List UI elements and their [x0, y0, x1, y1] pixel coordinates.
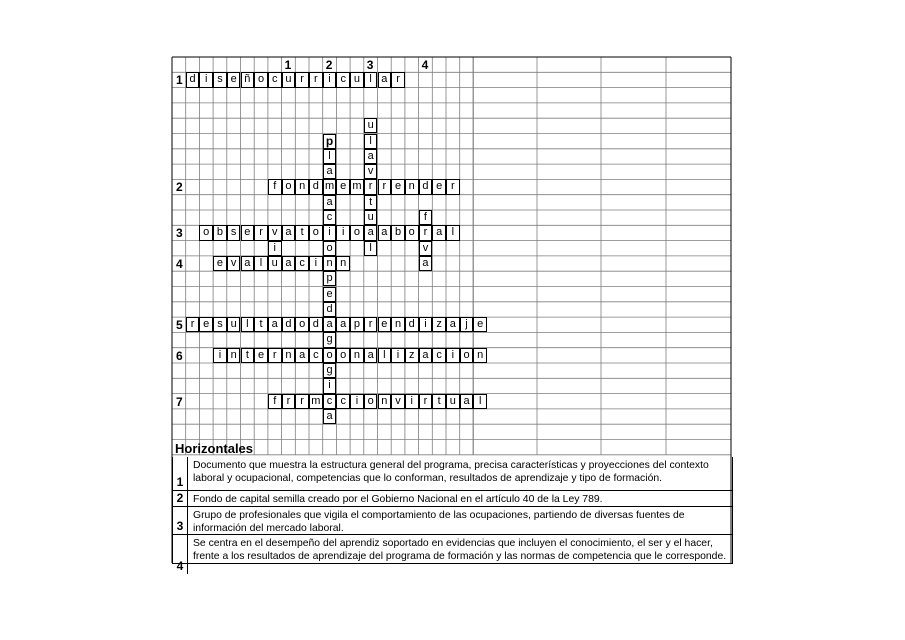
crossword-letter-cell: a	[323, 195, 337, 210]
crossword-letter-cell: r	[268, 348, 282, 363]
crossword-letter-cell: n	[282, 348, 296, 363]
crossword-letter-cell: v	[364, 164, 378, 179]
crossword-letter-cell: m	[309, 394, 323, 409]
crossword-letter-cell: s	[227, 225, 241, 240]
crossword-letter-cell: l	[364, 241, 378, 256]
clue-text: Documento que muestra la estructura general del programa, precisa características y proyecciones del contexto laboral y ocupacional, competencias que lo conforman, resultados de aprendizaje y tipo de formación.	[193, 460, 709, 484]
crossword-letter-cell: o	[282, 179, 296, 194]
crossword-letter-cell: r	[378, 179, 392, 194]
crossword-letter-cell: a	[268, 317, 282, 332]
crossword-letter-cell: e	[323, 287, 337, 302]
clue-number: 1	[173, 457, 188, 490]
crossword-letter-cell: u	[227, 317, 241, 332]
crossword-letter-cell: o	[364, 394, 378, 409]
clue-row	[173, 457, 732, 490]
crossword-letter-cell: a	[446, 317, 460, 332]
crossword-letter-cell: a	[336, 317, 350, 332]
crossword-letter-cell: d	[186, 72, 200, 87]
crossword-letter-cell: c	[336, 72, 350, 87]
crossword-letter-cell: l	[473, 394, 487, 409]
crossword-letter-cell: f	[268, 179, 282, 194]
crossword-letter-cell: l	[378, 348, 392, 363]
crossword-letter-cell: i	[199, 72, 213, 87]
crossword-letter-cell: a	[295, 348, 309, 363]
crossword-letter-cell: c	[309, 348, 323, 363]
crossword-letter-cell: t	[432, 394, 446, 409]
crossword-letter-cell: l	[254, 256, 268, 271]
crossword-letter-cell: m	[350, 179, 364, 194]
crossword-letter-cell: o	[460, 348, 474, 363]
crossword-letter-cell: i	[268, 241, 282, 256]
crossword-letter-cell: e	[199, 317, 213, 332]
crossword-letter-cell: u	[350, 72, 364, 87]
crossword-letter-cell: o	[295, 317, 309, 332]
row-number-label: 2	[176, 180, 183, 195]
crossword-letter-cell: e	[391, 179, 405, 194]
crossword-letter-cell: o	[350, 225, 364, 240]
crossword-letter-cell: e	[432, 179, 446, 194]
clue-number: 4	[173, 535, 188, 574]
row-number-label: 6	[176, 348, 183, 363]
horizontal-clues-table	[172, 457, 733, 573]
crossword-letter-cell: n	[391, 317, 405, 332]
crossword-letter-cell: d	[309, 317, 323, 332]
crossword-letter-cell: o	[254, 72, 268, 87]
crossword-letter-cell: p	[350, 317, 364, 332]
clue-row	[173, 490, 732, 506]
column-number-label: 2	[325, 58, 333, 72]
crossword-letter-cell: v	[268, 225, 282, 240]
crossword-letter-cell: j	[460, 317, 474, 332]
crossword-letter-cell: b	[213, 225, 227, 240]
crossword-letter-cell: l	[323, 149, 337, 164]
crossword-letter-cell: n	[350, 348, 364, 363]
crossword-letter-cell: e	[254, 348, 268, 363]
row-number-label: 5	[176, 318, 183, 333]
crossword-letter-cell: g	[323, 363, 337, 378]
crossword-letter-cell: l	[241, 317, 255, 332]
crossword-letter-cell: a	[364, 225, 378, 240]
crossword-letter-cell: f	[268, 394, 282, 409]
crossword-letter-cell: i	[336, 225, 350, 240]
clue-text: Fondo de capital semilla creado por el Gobierno Nacional en el artículo 40 de la Ley 789.	[193, 494, 603, 505]
crossword-letter-cell: o	[405, 225, 419, 240]
crossword-letter-cell: d	[405, 317, 419, 332]
crossword-letter-cell: n	[378, 394, 392, 409]
clue-row	[173, 534, 732, 574]
crossword-letter-cell: i	[405, 394, 419, 409]
crossword-letter-cell: i	[309, 256, 323, 271]
crossword-letter-cell: a	[364, 348, 378, 363]
crossword-letter-cell: p	[323, 271, 337, 286]
clue-number: 2	[173, 491, 188, 506]
crossword-letter-cell: e	[336, 179, 350, 194]
crossword-letter-cell: i	[419, 317, 433, 332]
crossword-letter-cell: r	[282, 394, 296, 409]
clue-row	[173, 506, 732, 534]
crossword-letter-cell: a	[323, 164, 337, 179]
crossword-letter-cell: o	[309, 225, 323, 240]
crossword-letter-cell: c	[323, 394, 337, 409]
row-number-label: 1	[176, 73, 183, 88]
crossword-letter-cell: t	[254, 317, 268, 332]
crossword-letter-cell: r	[419, 225, 433, 240]
crossword-letter-cell: r	[295, 394, 309, 409]
crossword-letter-cell: i	[323, 225, 337, 240]
crossword-letter-cell: t	[295, 225, 309, 240]
crossword-letter-cell: r	[391, 72, 405, 87]
crossword-letter-cell: s	[213, 317, 227, 332]
crossword-letter-cell: b	[391, 225, 405, 240]
crossword-letter-cell: a	[282, 256, 296, 271]
crossword-letter-cell: a	[323, 409, 337, 424]
crossword-letter-cell: u	[268, 256, 282, 271]
crossword-letter-cell: r	[309, 72, 323, 87]
crossword-letter-cell: a	[323, 317, 337, 332]
row-number-label: 7	[176, 394, 183, 409]
crossword-letter-cell: m	[323, 179, 337, 194]
crossword-letter-cell: l	[446, 225, 460, 240]
crossword-letter-cell: d	[419, 179, 433, 194]
row-number-label: 3	[176, 226, 183, 241]
crossword-letter-cell: l	[364, 72, 378, 87]
crossword-letter-cell: r	[419, 394, 433, 409]
crossword-letter-cell: o	[336, 348, 350, 363]
crossword-letter-cell: c	[295, 256, 309, 271]
crossword-letter-cell: u	[282, 72, 296, 87]
crossword-letter-cell: d	[282, 317, 296, 332]
crossword-letter-cell: v	[391, 394, 405, 409]
crossword-letter-cell: n	[323, 256, 337, 271]
crossword-letter-cell: r	[254, 225, 268, 240]
crossword-letter-cell: o	[323, 348, 337, 363]
crossword-letter-cell: t	[241, 348, 255, 363]
crossword-letter-cell: a	[419, 348, 433, 363]
crossword-letter-cell: i	[323, 72, 337, 87]
crossword-letter-cell: f	[419, 210, 433, 225]
crossword-letter-cell: n	[405, 179, 419, 194]
crossword-letter-cell: i	[391, 348, 405, 363]
crossword-letter-cell: o	[199, 225, 213, 240]
crossword-letter-cell: r	[364, 179, 378, 194]
crossword-letter-cell: e	[213, 256, 227, 271]
crossword-letter-cell: n	[473, 348, 487, 363]
crossword-letter-cell: r	[364, 317, 378, 332]
clue-text: Grupo de profesionales que vigila el comportamiento de las ocupaciones, partiendo de diversas fuentes de información del mercado laboral.	[193, 510, 685, 534]
crossword-letter-cell: a	[460, 394, 474, 409]
crossword-letter-cell: c	[336, 394, 350, 409]
crossword-letter-cell: o	[323, 241, 337, 256]
crossword-letter-cell: u	[446, 394, 460, 409]
crossword-letter-cell: i	[446, 348, 460, 363]
crossword-letter-cell: p	[323, 134, 337, 149]
crossword-letter-cell: ñ	[241, 72, 255, 87]
crossword-letter-cell: a	[282, 225, 296, 240]
clue-text: Se centra en el desempeño del aprendiz soportado en evidencias que incluyen el conocimiento, el ser y el hacer, frente a los resultados de aprendizaje del programa de formación y las normas de competencia que le corresponde.	[193, 538, 727, 562]
crossword-letter-cell: a	[241, 256, 255, 271]
column-number-label: 4	[421, 58, 429, 72]
crossword-letter-cell: a	[432, 225, 446, 240]
crossword-letter-cell: r	[446, 179, 460, 194]
crossword-letter-cell: a	[364, 149, 378, 164]
crossword-letter-cell: g	[323, 332, 337, 347]
column-number-label: 1	[284, 58, 292, 72]
crossword-letter-cell: c	[323, 210, 337, 225]
crossword-letter-cell: z	[405, 348, 419, 363]
crossword-letter-cell: z	[432, 317, 446, 332]
crossword-letter-cell: i	[323, 378, 337, 393]
column-number-label: 3	[366, 58, 374, 72]
horizontales-title: Horizontales	[175, 441, 254, 456]
crossword-letter-cell: n	[336, 256, 350, 271]
crossword-letter-cell: d	[309, 179, 323, 194]
crossword-letter-cell: a	[378, 72, 392, 87]
crossword-letter-cell: a	[378, 225, 392, 240]
crossword-letter-cell: d	[323, 302, 337, 317]
crossword-letter-cell: e	[227, 72, 241, 87]
crossword-letter-cell: r	[295, 72, 309, 87]
crossword-letter-cell: t	[364, 195, 378, 210]
crossword-letter-cell: e	[241, 225, 255, 240]
crossword-letter-cell: n	[295, 179, 309, 194]
row-number-label: 4	[176, 256, 183, 271]
crossword-letter-cell: a	[419, 256, 433, 271]
crossword-letter-cell: i	[213, 348, 227, 363]
crossword-letter-cell: c	[268, 72, 282, 87]
clue-number: 3	[173, 507, 188, 534]
crossword-letter-cell: c	[432, 348, 446, 363]
crossword-letter-cell: e	[473, 317, 487, 332]
crossword-letter-cell: i	[350, 394, 364, 409]
crossword-letter-cell: s	[213, 72, 227, 87]
crossword-letter-cell: r	[186, 317, 200, 332]
crossword-letter-cell: v	[419, 241, 433, 256]
crossword-letter-cell: u	[364, 118, 378, 133]
crossword-letter-cell: n	[227, 348, 241, 363]
crossword-letter-cell: e	[378, 317, 392, 332]
crossword-letter-cell: v	[227, 256, 241, 271]
crossword-letter-cell: u	[364, 210, 378, 225]
crossword-letter-cell: l	[364, 134, 378, 149]
